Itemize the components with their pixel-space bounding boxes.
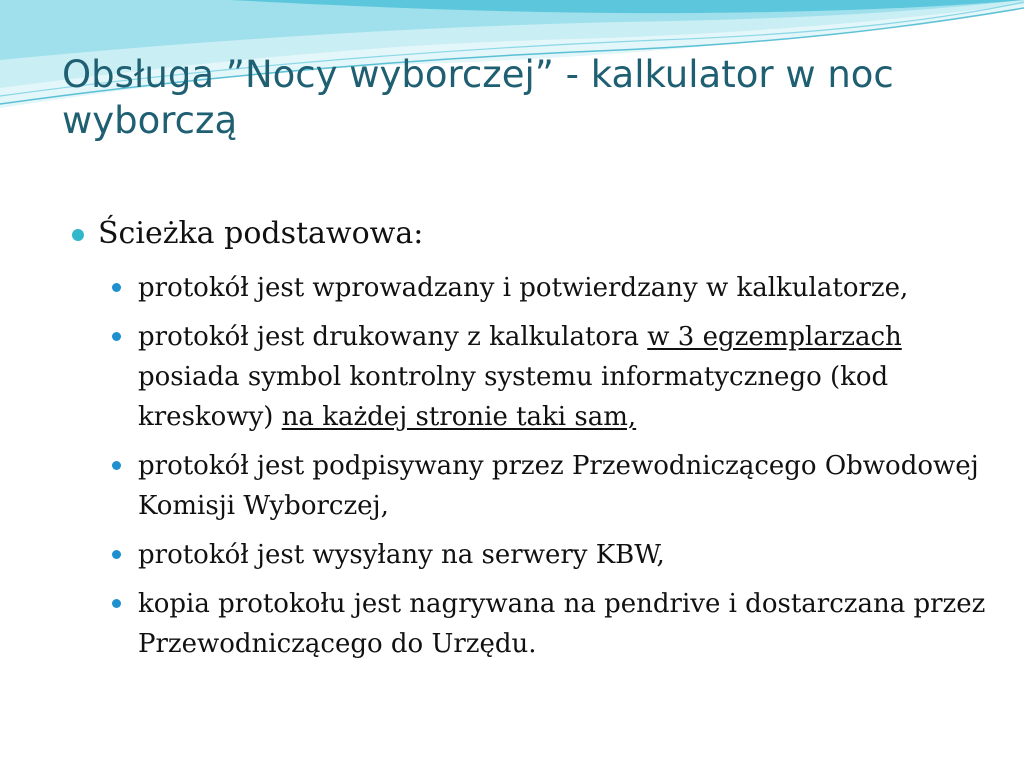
list-item — [72, 268, 1002, 308]
list-item-text: protokół jest wysyłany na serwery KBW, — [138, 540, 665, 570]
list-item — [72, 535, 1002, 575]
bullet-dot-icon — [112, 283, 121, 292]
slide-title: Obsługa ”Nocy wyborczej” - kalkulator w noc wyborczą — [62, 53, 894, 142]
bullet-dot-icon — [112, 332, 121, 341]
list-item-text: protokół jest wprowadzany i potwierdzany w kalkulatorze, — [138, 273, 909, 303]
underlined-text: na każdej stronie taki sam, — [281, 402, 637, 432]
list-item — [72, 584, 1002, 664]
list-item-text-a: protokół jest drukowany z kalkulatora — [138, 322, 648, 352]
bullet-dot-icon — [112, 550, 121, 559]
list-item-text: kopia protokołu jest nagrywana na pendrive i dostarczana przez Przewodniczącego do Urzędu. — [138, 589, 986, 659]
bullet-dot-icon — [112, 599, 121, 608]
bullet-dot-icon — [72, 229, 84, 241]
list-item — [72, 317, 1002, 437]
list-item-text-b: posiada symbol kontrolny systemu informatycznego (kod kreskowy) — [138, 362, 889, 432]
list-item — [72, 446, 1002, 526]
main-bullet — [72, 214, 1002, 254]
slide-content — [72, 214, 1002, 673]
list-item-text: protokół jest podpisywany przez Przewodniczącego Obwodowej Komisji Wyborczej, — [138, 451, 979, 521]
main-bullet-text: Ścieżka podstawowa: — [98, 216, 424, 251]
underlined-text: w 3 egzemplarzach — [647, 322, 902, 352]
bullet-dot-icon — [112, 461, 121, 470]
